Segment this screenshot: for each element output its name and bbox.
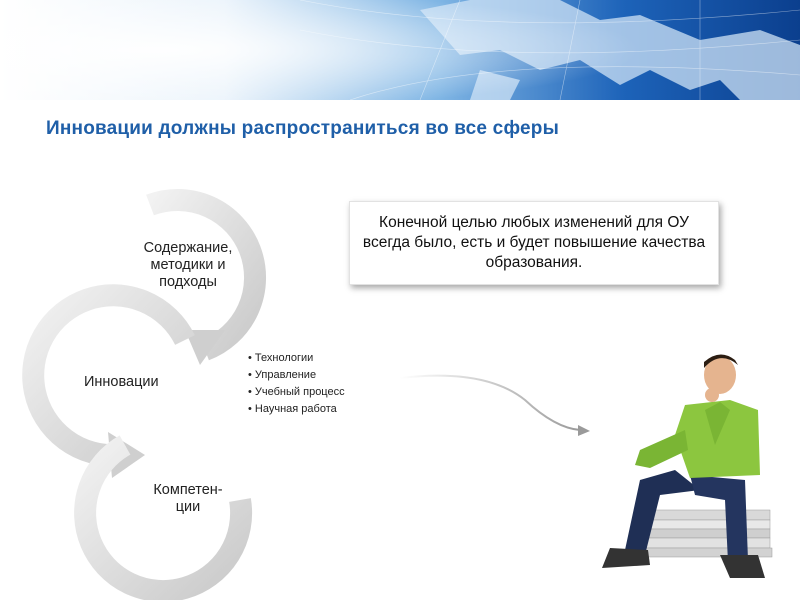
cycle-arrow-bottom xyxy=(85,445,241,591)
curved-arrow-icon xyxy=(395,370,605,450)
books-stack-icon xyxy=(636,510,772,557)
list-item: • Технологии xyxy=(248,350,345,367)
list-item: • Управление xyxy=(248,367,345,384)
student-illustration xyxy=(580,350,800,600)
cycle-label-innovations: Инновации xyxy=(84,374,159,390)
page-title: Инновации должны распространиться во все сферы xyxy=(46,118,560,139)
goal-quote-text: Конечной целью любых изменений для ОУ всегда было, есть и будет повышение качества образования. xyxy=(362,214,706,271)
list-item: • Учебный процесс xyxy=(248,384,345,401)
goal-quote-box xyxy=(349,201,719,285)
cycle-label-competencies: Компетен- ции xyxy=(153,482,223,515)
cycle-label-content: Содержание, методики и подходы xyxy=(143,240,233,290)
innovation-areas-list xyxy=(248,350,345,418)
list-item: • Научная работа xyxy=(248,401,345,418)
